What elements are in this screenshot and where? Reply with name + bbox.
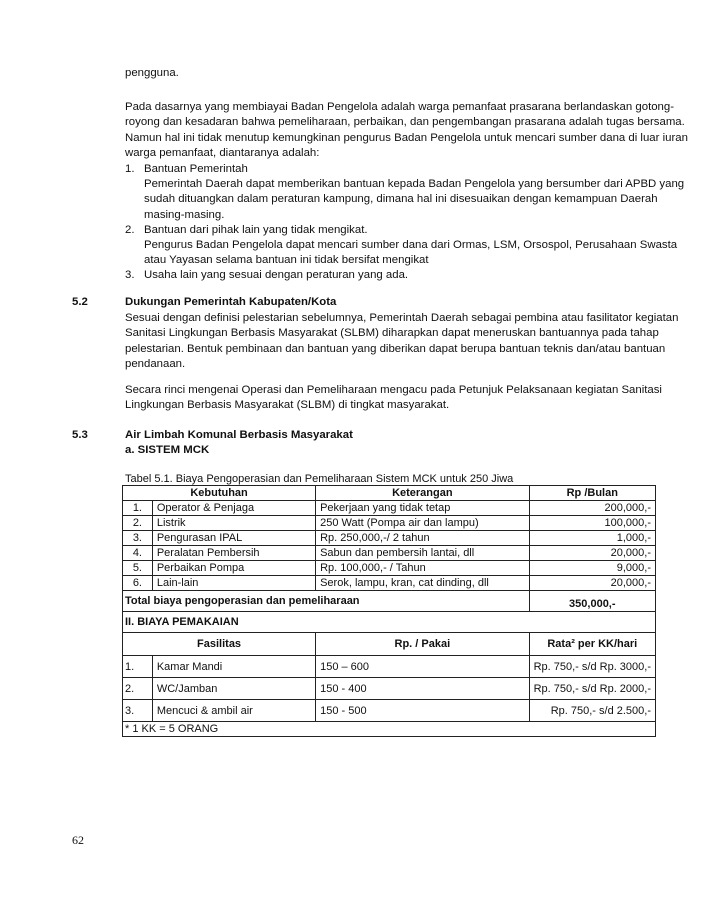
row-rata: Rp. 750,- s/d Rp. 3000,- [529,656,655,678]
list-description [144,177,685,223]
list-description [144,238,678,269]
list-number: 1. [125,163,135,175]
row-number: 2. [123,678,153,700]
header-fasilitas: Fasilitas [123,633,316,656]
list-title: Bantuan Pemerintah [144,163,248,175]
table-row [123,531,656,546]
text-line: pendanaan. [125,358,186,371]
text-line: Secara rinci mengenai Operasi dan Pemeliharaan mengacu pada Petunjuk Pelaksanaan kegiatan Sanitasi [125,384,662,396]
section-5-2-paragraph-1 [125,311,679,373]
header-rp-pakai: Rp. / Pakai [316,633,529,656]
list-number: 2. [125,224,135,236]
row-fasilitas: WC/Jamban [152,678,315,700]
footnote: * 1 KK = 5 ORANG [123,722,656,737]
row-keterangan: 250 Watt (Pompa air dan lampu) [316,516,529,531]
text-line: warga pemanfaat, diantaranya adalah: [125,147,320,160]
row-rp-pakai: 150 - 500 [316,700,529,722]
continuation-word: pengguna. [125,67,179,79]
row-amount: 1,000,- [529,531,655,546]
text-line: masing-masing. [144,208,225,221]
text-line: royong dan kesadaran bahwa pemeliharaan, perbaikan, dan pengembangan prasarana adalah tugas bersama. [125,116,685,129]
subsection-title: a. SISTEM MCK [125,444,210,456]
text-line: Pengurus Badan Pengelola dapat mencari sumber dana dari Ormas, LSM, Orsospol, Perusahaan Swasta [144,239,678,251]
row-keterangan: Pekerjaan yang tidak tetap [316,501,529,516]
section-5-2-paragraph-2 [125,383,662,414]
list-number: 3. [125,269,135,281]
header-rata: Rata² per KK/hari [529,633,655,656]
row-item: Lain-lain [152,576,315,591]
header-kebutuhan: Kebutuhan [123,486,316,501]
row-rata: Rp. 750,- s/d 2.500,- [529,700,655,722]
header-keterangan: Keterangan [316,486,529,501]
section-title: Air Limbah Komunal Berbasis Masyarakat [125,429,353,441]
table-header-row [123,633,656,656]
table-row [123,546,656,561]
row-keterangan: Rp. 100,000,- / Tahun [316,561,529,576]
list-title: Usaha lain yang sesuai dengan peraturan yang ada. [144,269,409,281]
table-row [123,656,656,678]
text-line: Sesuai dengan definisi pelestarian sebelumnya, Pemerintah Daerah sebagai pembina atau fasilitator kegiatan [125,312,679,324]
row-number: 1. [123,656,153,678]
row-number: 3. [123,531,153,546]
text-line: Pada dasarnya yang membiayai Badan Pengelola adalah warga pemanfaat prasarana berlandaskan gotong- [125,101,675,113]
mck-cost-table [122,485,656,737]
header-rp-bulan: Rp /Bulan [529,486,655,501]
list-title: Bantuan dari pihak lain yang tidak mengikat. [144,224,368,236]
row-item: Perbaikan Pompa [152,561,315,576]
row-keterangan: Serok, lampu, kran, cat dinding, dll [316,576,529,591]
text-line: Lingkungan Berbasis Masyarakat (SLBM) di tingkat masyarakat. [125,399,450,412]
row-keterangan: Sabun dan pembersih lantai, dll [316,546,529,561]
text-line: atau Yayasan selama bantuan ini tidak bersifat mengikat [144,254,429,267]
row-amount: 100,000,- [529,516,655,531]
row-number: 1. [123,501,153,516]
footnote-row [123,722,656,737]
row-number: 6. [123,576,153,591]
row-item: Peralatan Pembersih [152,546,315,561]
section-header-row [123,612,656,633]
row-number: 2. [123,516,153,531]
row-rp-pakai: 150 - 400 [316,678,529,700]
total-value: 350,000,- [529,591,655,612]
intro-paragraph [125,100,688,162]
row-amount: 200,000,- [529,501,655,516]
section-number: 5.3 [72,429,88,441]
row-number: 4. [123,546,153,561]
text-line: Namun hal ini tidak menutup kemungkinan pengurus Badan Pengelola untuk mencari sumber dana di luar iuran [125,131,688,144]
table-header-row [123,486,656,501]
text-line: Sanitasi Lingkungan Berbasis Masyarakat (SLBM) diharapkan dapat meneruskan bantuannya pada tahap [125,327,659,340]
row-amount: 9,000,- [529,561,655,576]
table-row [123,678,656,700]
total-label: Total biaya pengoperasian dan pemeliharaan [123,591,530,612]
biaya-pemakaian-title: II. BIAYA PEMAKAIAN [123,612,656,633]
row-item: Operator & Penjaga [152,501,315,516]
page-number: 62 [72,833,84,847]
total-row [123,591,656,612]
row-fasilitas: Mencuci & ambil air [152,700,315,722]
row-rp-pakai: 150 – 600 [316,656,529,678]
table-row [123,501,656,516]
row-item: Listrik [152,516,315,531]
text-line: pelestarian. Bentuk pembinaan dan bantuan yang diberikan dapat berupa bantuan teknis dan/atau bantuan [125,342,666,355]
text-line: sudah dituangkan dalam peraturan kampung, dimana hal ini disesuaikan dengan kemampuan Daerah [144,193,658,206]
row-fasilitas: Kamar Mandi [152,656,315,678]
table-row [123,516,656,531]
row-item: Pengurasan IPAL [152,531,315,546]
text-line: Pemerintah Daerah dapat memberikan bantuan kepada Badan Pengelola yang bersumber dari APBD yang [144,178,685,190]
table-caption: Tabel 5.1. Biaya Pengoperasian dan Pemeliharaan Sistem MCK untuk 250 Jiwa [125,473,514,485]
table-row [123,576,656,591]
row-number: 3. [123,700,153,722]
table-row [123,561,656,576]
section-number: 5.2 [72,296,88,308]
row-number: 5. [123,561,153,576]
section-title: Dukungan Pemerintah Kabupaten/Kota [125,296,337,308]
row-rata: Rp. 750,- s/d Rp. 2000,- [529,678,655,700]
row-amount: 20,000,- [529,546,655,561]
table-row [123,700,656,722]
row-amount: 20,000,- [529,576,655,591]
row-keterangan: Rp. 250,000,-/ 2 tahun [316,531,529,546]
